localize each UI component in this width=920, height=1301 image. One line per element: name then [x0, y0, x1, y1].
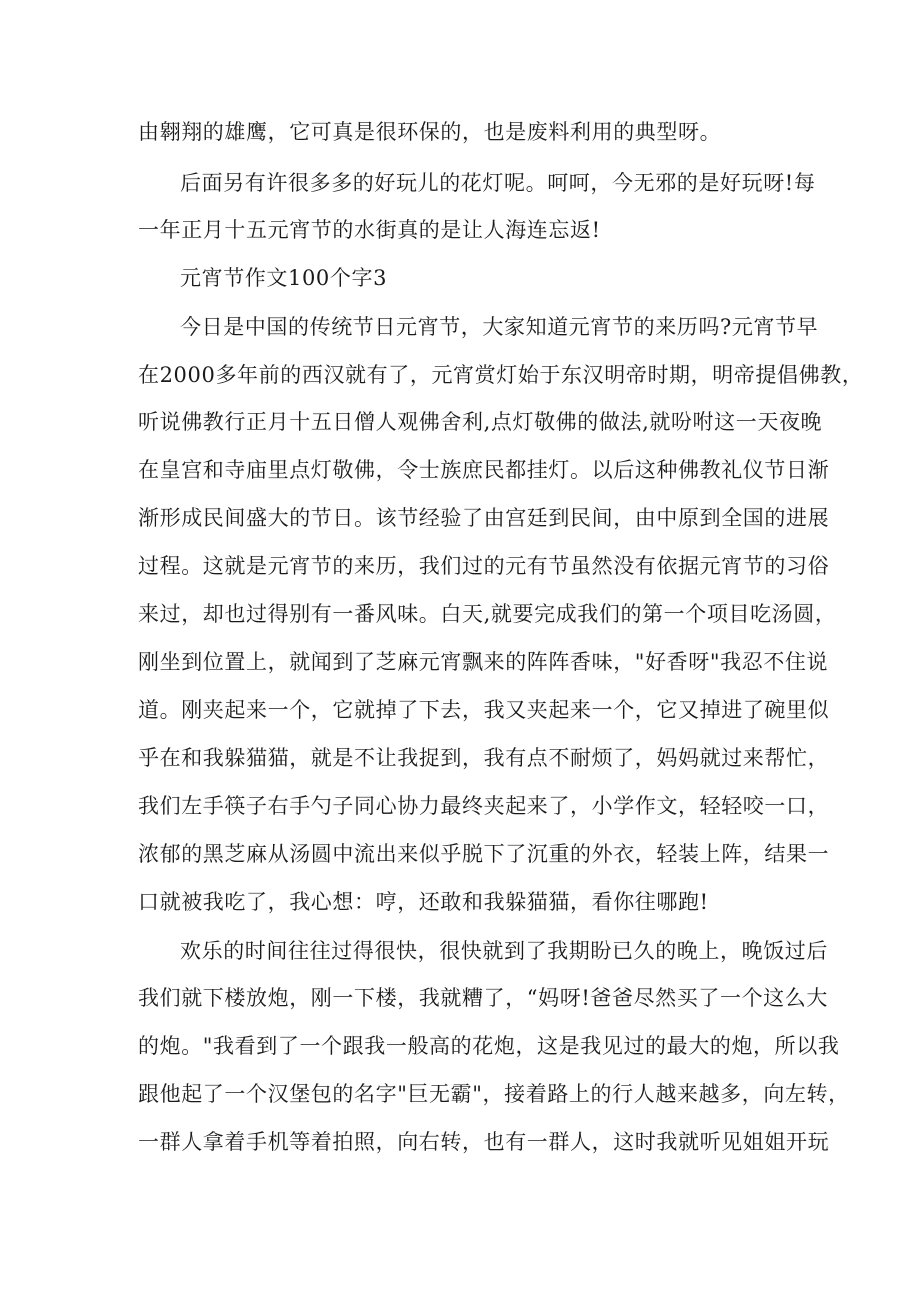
text-line: 一群人拿着手机等着拍照，向右转，也有一群人，这时我就听见姐姐开玩 [138, 1130, 830, 1154]
text-line: 口就被我吃了，我心想：哼，还敢和我躲猫猫，看你往哪跑! [138, 890, 709, 914]
text-line: 我们左手筷子右手勺子同心协力最终夹起来了，小学作文，轻轻咬一口， [138, 794, 830, 818]
text-line: 的炮。"我看到了一个跟我一般高的花炮，这是我见过的最大的炮，所以我 [138, 1034, 840, 1058]
text-line: 由翱翔的雄鹰，它可真是很环保的，也是废料利用的典型呀。 [138, 120, 722, 144]
paragraph-start-line: 欢乐的时间往往过得很快，很快就到了我期盼已久的晚上，晚饭过后 [180, 939, 828, 963]
text-line: 听说佛教行正月十五日僧人观佛舍利,点灯敬佛的做法,就吩咐这一天夜晚 [138, 410, 823, 434]
text-line: 乎在和我躲猫猫，就是不让我捉到，我有点不耐烦了，妈妈就过来帮忙， [138, 746, 830, 770]
text-line: 过程。这就是元宵节的来历，我们过的元有节虽然没有依据元宵节的习俗 [138, 554, 830, 578]
section-heading: 元宵节作文100个字3 [180, 266, 388, 290]
text-line: 渐形成民间盛大的节日。该节经验了由宫廷到民间，由中原到全国的进展 [138, 506, 830, 530]
text-line: 刚坐到位置上，就闻到了芝麻元宵飘来的阵阵香味，"好香呀"我忍不住说 [138, 650, 829, 674]
text-line: 在皇宫和寺庙里点灯敬佛，令士族庶民都挂灯。以后这种佛教礼仪节日渐 [138, 458, 830, 482]
paragraph-start-line: 今日是中国的传统节日元宵节，大家知道元宵节的来历吗?元宵节早 [180, 315, 819, 339]
paragraph-start-line: 后面另有许很多多的好玩儿的花灯呢。呵呵，今无邪的是好玩呀!每 [180, 171, 816, 195]
text-line: 跟他起了一个汉堡包的名字"巨无霸"，接着路上的行人越来越多，向左转， [138, 1082, 850, 1106]
text-line: 在2000多年前的西汉就有了，元宵赏灯始于东汉明帝时期，明帝提倡佛教， [138, 363, 864, 387]
text-line: 浓郁的黑芝麻从汤圆中流出来似乎脱下了沉重的外衣，轻装上阵，结果一 [138, 842, 830, 866]
text-line: 道。刚夹起来一个，它就掉了下去，我又夹起来一个，它又掉进了碗里似 [138, 698, 830, 722]
text-line: 我们就下楼放炮，刚一下楼，我就糟了，“妈呀!爸爸尽然买了一个这么大 [138, 986, 828, 1010]
text-line: 一年正月十五元宵节的水街真的是让人海连忘返! [138, 218, 601, 242]
text-line: 来过，却也过得别有一番风味。白天,就要完成我们的第一个项目吃汤圆， [138, 602, 837, 626]
